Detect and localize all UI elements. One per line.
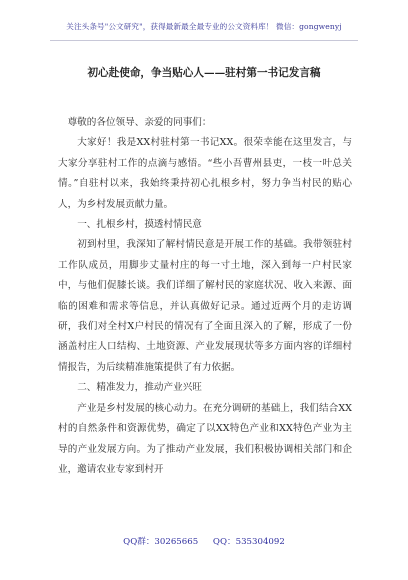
greeting: 尊敬的各位领导、亲爱的同事们：	[67, 117, 212, 128]
paragraph: 产业是乡村发展的核心动力。在充分调研的基础上，我们结合XX村的自然条件和资源优势，确定了以XX特色产业和XX特色产业为主导的产业发展方向。为了推动产业发展，我们积极协调相关部门和企业，邀请农业专家到村开	[58, 402, 352, 475]
footer-qq-group: QQ群：30265665	[123, 537, 199, 547]
document-body	[58, 113, 352, 480]
footer-qq: QQ：535304092	[212, 537, 285, 547]
section-heading: 二、精准发力，推动产业兴旺	[77, 382, 202, 394]
section-heading: 一、扎根乡村，摸透村情民意	[77, 219, 202, 231]
footer-contact	[0, 536, 408, 548]
document-title: 初心赴使命，争当贴心人——驻村第一书记发言稿	[87, 67, 321, 79]
header-divider	[50, 40, 358, 41]
paragraph: 大家好！我是XX村驻村第一书记XX。很荣幸能在这里发言，与大家分享驻村工作的点滴与感悟。“些小吾曹州县吏，一枝一叶总关情。”自驻村以来，我始终秉持初心扎根乡村，努力争当村民的贴心人，为乡村发展贡献力量。	[58, 137, 352, 210]
paragraph: 初到村里，我深知了解村情民意是开展工作的基础。我带领驻村工作队成员，用脚步丈量村庄的每一寸土地，深入到每一户村民家中，与他们促膝长谈。我们详细了解村民的家庭状况、收入来源、面临的困难和需求等信息，并认真做好记录。通过近两个月的走访调研，我们对全村X户村民的情况有了全面且深入的了解，形成了一份涵盖村庄人口结构、土地资源、产业发展现状等多方面内容的详细村情报告，为后续精准施策提供了有力依据。	[58, 239, 352, 373]
header-banner: 关注头条号"公文研究"，获得最新最全最专业的公文资料库！ 微信：gongwenyj	[66, 22, 342, 31]
